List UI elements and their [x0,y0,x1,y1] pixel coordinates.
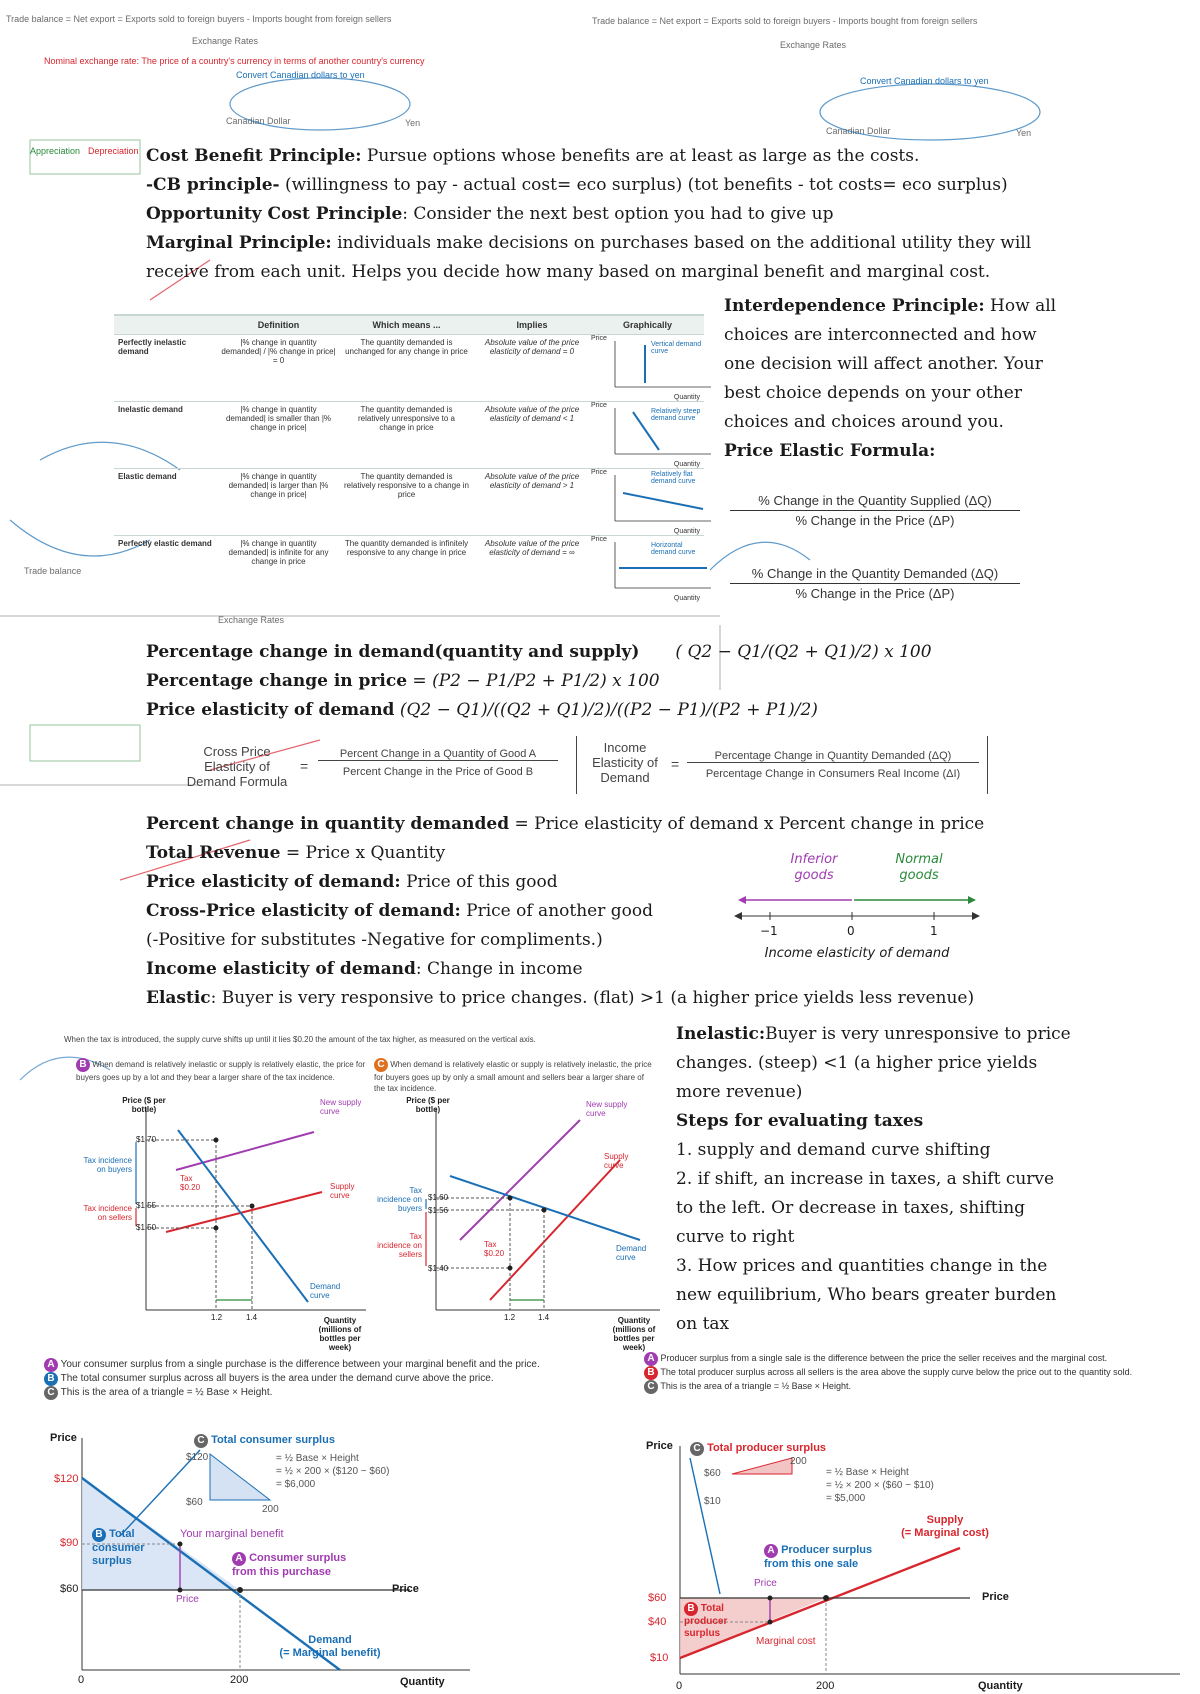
table-cell-implies: Absolute value of the price elasticity of demand = 0 [473,335,591,402]
table-cell-definition: |% change in quantity demanded| / |% change in price| = 0 [217,335,340,402]
right-supply-label: Supply curve [604,1152,629,1170]
pct-demand-formula: ( Q2 − Q1/(Q2 + Q1)/2) x 100 [675,642,932,662]
ps-supply-label [890,1514,1000,1540]
cs-note-c [44,1386,634,1400]
right-eq-new [508,1196,513,1201]
table-header-cell: Graphically [622,320,673,330]
cs-note-a-text: Your consumer surplus from a single purchase is the difference between your marginal benefit and the price. [60,1359,540,1370]
ps-price-point [768,1596,773,1601]
normal-arrowhead [968,896,976,904]
left-new-supply-line [176,1132,314,1170]
tax-right-caption-text: When demand is relatively elastic or supply is relatively inelastic, the price for buyers goes up by only a small amount and sellers bear a larger share of the tax incidence. [374,1060,652,1093]
interdependence-block [724,292,1069,466]
table-cell-graph [591,335,704,402]
cross-formula-eq: = [300,758,309,774]
table-cell-means: The quantity demanded is unchanged for any change in price [340,335,473,402]
ps-y60: $60 [648,1592,667,1604]
bg-nominal-def: Nominal exchange rate: The price of a country's currency in terms of another country's currency [44,56,425,66]
principles-block [146,142,1076,287]
table-row [114,402,704,469]
income-formula-eq: = [671,756,680,772]
supply-elastic-formula [730,493,1020,528]
left-p170: $1.70 [136,1135,157,1144]
right-new-supply-label: New supply curve [586,1100,628,1118]
ps-title [690,1442,826,1456]
mini-axis-price: Price [591,402,607,409]
right-quantity-label: Quantity (millions of bottles per week) [612,1316,656,1352]
ps-y40: $40 [648,1616,667,1628]
cs-price-line-label: Price [392,1583,419,1595]
bg-exchange-rates-2: Exchange Rates [780,40,847,50]
ps-inset-triangle [732,1458,792,1474]
bg-exchange-rates-3: Exchange Rates [218,615,285,625]
interdependence-text: How all choices are interconnected and how one decision will affect another. Your best choice depends on your other choices and choices around you. [724,296,1057,432]
elastic-label: Elastic [146,988,211,1008]
bg-convert-cad-2: Convert Canadian dollars to yen [860,76,989,86]
right-eq-seller [508,1266,513,1271]
opportunity-label: Opportunity Cost Principle [146,204,403,224]
left-quantity-label: Quantity (millions of bottles per week) [318,1316,362,1352]
mini-axis-quantity: Quantity [673,461,700,468]
pct-price-label: Percentage change in price [146,671,408,691]
marker-a-icon: A [44,1358,58,1372]
ps-calc-line1: = ½ Base × Height [826,1467,909,1478]
pct-qd-label: Percent change in quantity demanded [146,814,510,834]
left-price-axis-label: Price ($ per bottle) [122,1096,166,1114]
right-tax-buyers-label: Tax incidence on buyers [377,1186,422,1213]
cs-price-point [178,1588,183,1593]
right-p160: $1.60 [428,1193,449,1202]
ps-price-axis: Price [646,1440,673,1452]
cs-calc-line3: = $6,000 [276,1479,316,1490]
right-q12: 1.2 [504,1313,516,1322]
cs-demand-label-sub: (= Marginal benefit) [279,1647,381,1659]
ps-calc-block [826,1466,934,1505]
cs-calc-line1: = ½ Base × Height [276,1453,359,1464]
table-header-cell: Definition [257,320,300,330]
cs-demand-label-main: Demand [308,1634,352,1646]
cs-x200: 200 [230,1674,249,1686]
cost-benefit-line [146,142,1076,171]
ped-def-text: Price of this good [400,872,558,892]
table-cell-means: The quantity demanded is relatively responsive to a change in price [340,469,473,536]
normal-goods-label: Normal goods [895,852,943,883]
income-axis-caption: Income elasticity of demand [764,946,950,961]
left-demand-line [178,1130,308,1302]
bg-exchange-rates-1: Exchange Rates [192,36,259,46]
opportunity-line [146,200,1076,229]
axis-arrow-left [734,912,742,920]
inelastic-text: Buyer is very unresponsive to price changes. (steep) <1 (a higher price yields more revenue) [676,1024,1071,1102]
marker-c-icon: C [194,1434,208,1448]
tax-right-caption [374,1058,654,1094]
ps-total-label [684,1602,744,1640]
table-cell-implies: Absolute value of the price elasticity of demand > 1 [473,469,591,536]
table-cell-graph [591,469,704,536]
table-header-cell: Implies [516,320,548,330]
income-def-text: : Change in income [415,959,583,979]
ps-calc-line3: = $5,000 [826,1493,866,1504]
cs-total-label-text: Total consumer surplus [92,1528,145,1567]
cost-benefit-label: Cost Benefit Principle: [146,146,362,166]
marker-a-icon: A [764,1544,778,1558]
cost-benefit-text: Pursue options whose benefits are at least as large as the costs. [361,146,920,166]
tr-label: Total Revenue [146,843,281,863]
marker-c-icon: C [44,1386,58,1400]
table-cell-name: Perfectly elastic demand [114,536,217,603]
table-cell-implies: Absolute value of the price elasticity of demand = ∞ [473,536,591,603]
bg-ellipse-left [230,78,410,130]
ps-supply-label-main: Supply [926,1514,964,1526]
mini-axis-price: Price [591,335,607,342]
percent-formulas-block [146,638,1046,725]
table-cell-implies: Absolute value of the price elasticity of demand < 1 [473,402,591,469]
marker-b-icon: B [684,1602,698,1616]
ps-calc-line2: = ½ × 200 × ($60 − $10) [826,1480,934,1491]
cb-label: -CB principle- [146,175,280,195]
right-p156: $1.56 [428,1206,449,1215]
left-tax-sellers-label: Tax incidence on sellers [83,1204,132,1222]
mini-graph-label: Relatively steep demand curve [651,408,701,422]
left-demand-label: Demand curve [310,1282,341,1300]
cross-price-formula [182,744,562,794]
cs-calc-line2: = ½ × 200 × ($120 − $60) [276,1466,390,1477]
ps-eq-point [823,1595,829,1601]
cs-calc-60: $60 [186,1497,203,1508]
marker-c-icon: C [374,1058,388,1072]
cs-x0: 0 [78,1674,85,1686]
bg-appreciation: Appreciation [30,146,81,156]
cs-price-axis: Price [50,1432,77,1444]
marker-a-icon: A [644,1352,658,1366]
bg-trade-balance: Trade balance [24,566,82,576]
ps-mc-point [768,1620,773,1625]
demand-formula-den: % Change in the Price (ΔP) [795,586,955,601]
right-column-block [676,1020,1072,1339]
ps-calc-60: $60 [704,1468,721,1479]
cs-mb-point [178,1542,183,1547]
cs-note-b [44,1372,634,1386]
cross-def-label: Cross-Price elasticity of demand: [146,901,461,921]
cs-y60: $60 [60,1583,79,1595]
income-formula-label: Income Elasticity of Demand [592,740,658,785]
cs-calc-block [276,1452,389,1491]
ps-sale-label-text: Producer surplus from this one sale [764,1544,873,1570]
table-cell-name: Elastic demand [114,469,217,536]
bg-canadian-dollar-2: Canadian Dollar [826,126,891,136]
cs-notes [44,1358,634,1400]
marker-b-icon: B [92,1528,106,1542]
bg-canadian-dollar: Canadian Dollar [226,116,291,126]
cb-line [146,171,1076,200]
ps-total-label-text: Total producer surplus [684,1603,728,1639]
cs-calc-top: $120 [186,1452,209,1463]
table-cell-definition: |% change in quantity demanded| is larger than |% change in price| [217,469,340,536]
table-cell-name: Inelastic demand [114,402,217,469]
marker-b-icon: B [644,1366,658,1380]
pct-qd-line [146,810,1046,839]
table-cell-definition: |% change in quantity demanded| is smaller than |% change in price| [217,402,340,469]
cs-price-small: Price [176,1594,199,1605]
left-p155: $1.55 [136,1201,157,1210]
ps-calc-10: $10 [704,1496,721,1507]
ps-note-b-text: The total producer surplus across all sellers is the area above the supply curve below the price out to the quantity sold. [660,1367,1133,1377]
table-cell-graph [591,536,704,603]
tr-text: = Price x Quantity [280,843,446,863]
tax-caption-top: When the tax is introduced, the supply curve shifts up until it lies $0.20 the amount of the tax higher, as measured on the vertical axis. [64,1035,536,1044]
marker-b-icon: B [44,1372,58,1386]
mini-graph-label: Horizontal demand curve [651,542,696,556]
tick-zero-label: 0 [847,924,855,938]
bg-box-left [30,140,140,174]
income-formula-num: Percentage Change in Quantity Demanded (ΔQ) [687,750,979,763]
demand-elastic-formula [730,566,1020,601]
bg-yen: Yen [405,118,421,128]
ps-x200: 200 [816,1680,835,1692]
right-q14: 1.4 [538,1313,550,1322]
bg-ellipse-right [820,84,1040,140]
inelastic-label: Inelastic: [676,1024,766,1044]
left-eq-old [250,1204,255,1209]
income-axis-graphic [734,852,980,972]
ps-note-c [644,1380,1180,1394]
ps-price-line-label: Price [982,1591,1009,1603]
elasticity-table [114,316,704,602]
cross-formula-den: Percent Change in the Price of Good B [342,766,534,778]
interdependence-label: Interdependence Principle: [724,296,985,316]
pct-demand-label: Percentage change in demand(quantity and supply) [146,642,640,662]
mini-axis-quantity: Quantity [673,595,700,602]
cross-note-line: (-Positive for substitutes -Negative for compliments.) [146,930,603,950]
mini-axis-quantity: Quantity [673,394,700,401]
price-elastic-formula-line [724,437,1069,466]
cs-quantity-axis: Quantity [400,1676,445,1688]
pct-demand-line [146,638,1046,667]
elastic-line [146,984,1046,1013]
left-eq-seller [214,1226,219,1231]
ps-note-b [644,1366,1180,1380]
ped-def-label: Price elasticity of demand: [146,872,401,892]
cs-purchase-label-text: Consumer surplus from this purchase [232,1552,347,1578]
ped-line [146,696,1046,725]
ps-calc-200: 200 [790,1456,807,1467]
mini-axis-quantity: Quantity [673,528,700,535]
bg-depreciation: Depreciation [88,146,139,156]
bg-box-left-2 [30,725,140,761]
ps-y10: $10 [650,1652,669,1664]
cs-title-text: Total consumer surplus [211,1434,335,1446]
elastic-text: : Buyer is very responsive to price changes. (flat) >1 (a higher price yields less revenue) [210,988,975,1008]
mini-axis-price: Price [591,536,607,543]
cs-eq-point [237,1587,243,1593]
ps-note-c-text: This is the area of a triangle = ½ Base × Height. [660,1381,851,1391]
pct-price-line [146,667,1046,696]
table-header-row [114,316,704,335]
table-header-cell [114,316,217,335]
right-tax-sellers-label: Tax incidence on sellers [377,1232,422,1259]
step-1: 1. supply and demand curve shifting [676,1140,991,1160]
bg-yen-2: Yen [1016,128,1032,138]
marker-c-icon: C [690,1442,704,1456]
table-cell-graph [591,402,704,469]
inelastic-line [676,1020,1072,1107]
marker-a-icon: A [232,1552,246,1566]
cs-inset-triangle [210,1454,270,1500]
bg-convert-cad: Convert Canadian dollars to yen [236,70,365,80]
cb-text: (willingness to pay - actual cost= eco surplus) (tot benefits - tot costs= eco surplus) [279,175,1008,195]
ped-formula: (Q2 − Q1)/((Q2 + Q1)/2)/((P2 − P1)/(P2 + P1)/2) [394,700,818,720]
cs-demand-label [270,1634,390,1660]
supply-formula-den: % Change in the Price (ΔP) [795,513,955,528]
table-cell-name: Perfectly inelastic demand [114,335,217,402]
right-tax-label: Tax $0.20 [484,1240,505,1258]
left-p150: $1.50 [136,1223,157,1232]
inferior-goods-label: Inferior goods [790,852,838,883]
cs-title [194,1434,335,1448]
bg-left-header: Trade balance = Net export = Exports sold to foreign buyers - Imports bought from foreign sellers [6,14,392,24]
left-supply-label: Supply curve [330,1182,355,1200]
supply-formula-num: % Change in the Quantity Supplied (ΔQ) [730,493,1020,511]
right-p140: $1.40 [428,1264,449,1273]
cs-y90: $90 [60,1537,79,1549]
ps-quantity-axis: Quantity [978,1680,1023,1692]
left-tax-label: Tax $0.20 [180,1174,201,1192]
step-2: 2. if shift, an increase in taxes, a shift curve to the left. Or decrease in taxes, shifting curve to right [676,1169,1055,1247]
step-3: 3. How prices and quantities change in the new equilibrium, Who bears greater burden on tax [676,1256,1057,1334]
marginal-label: Marginal Principle: [146,233,332,253]
cs-note-b-text: The total consumer surplus across all buyers is the area under the demand curve above the price. [60,1373,494,1384]
tax-graph-right [380,1100,670,1340]
table-cell-means: The quantity demanded is relatively unresponsive to a change in price [340,402,473,469]
ps-sale-label [764,1544,884,1571]
ps-supply-label-sub: (= Marginal cost) [901,1527,989,1539]
marker-b-icon: B [76,1058,90,1072]
cs-y120: $120 [54,1473,79,1485]
price-elastic-formula-label: Price Elastic Formula: [724,441,936,461]
cs-note-a [44,1358,634,1372]
mini-graph-label: Relatively flat demand curve [651,471,696,485]
pct-price-formula: = (P2 − P1/P2 + P1/2) x 100 [407,671,660,691]
right-price-axis-label: Price ($ per bottle) [406,1096,450,1114]
demand-formula-num: % Change in the Quantity Demanded (ΔQ) [730,566,1020,584]
left-q14: 1.4 [246,1313,258,1322]
cross-formula-label: Cross Price Elasticity of Demand Formula [186,744,288,789]
marker-c-icon: C [644,1380,658,1394]
income-elastic-formula [576,736,988,794]
opportunity-text: : Consider the next best option you had to give up [402,204,834,224]
marginal-line [146,229,1066,287]
steps-label [676,1107,1072,1136]
income-def-label: Income elasticity of demand [146,959,416,979]
elasticity-table-wrap [114,314,704,602]
ps-marginal-cost: Marginal cost [756,1636,816,1647]
income-formula-den: Percentage Change in Consumers Real Income (ΔI) [705,768,961,780]
table-row [114,335,704,402]
pct-qd-text: = Price elasticity of demand x Percent change in price [509,814,985,834]
tick-neg-label: −1 [760,924,778,938]
ped-label: Price elasticity of demand [146,700,395,720]
ps-notes [644,1352,1180,1394]
cs-note-c-text: This is the area of a triangle = ½ Base × Height. [60,1387,273,1398]
cs-marginal-benefit: Your marginal benefit [180,1528,284,1540]
mini-graph-label: Vertical demand curve [651,341,702,355]
left-supply-line [166,1192,322,1232]
ps-note-a-text: Producer surplus from a single sale is the difference between the price the seller receives and the marginal cost. [660,1353,1108,1363]
right-demand-label: Demand curve [616,1244,647,1262]
left-new-supply-label: New supply curve [320,1098,362,1116]
cs-total-label [92,1528,168,1568]
axis-arrow-right [972,912,980,920]
bg-right-header: Trade balance = Net export = Exports sold to foreign buyers - Imports bought from foreign sellers [592,16,978,26]
table-header-cell: Which means ... [372,320,441,330]
left-q12: 1.2 [211,1313,223,1322]
table-row [114,536,704,603]
table-cell-definition: |% change in quantity demanded| is infinite for any change in price [217,536,340,603]
ps-price-small: Price [754,1578,777,1589]
cross-formula-num: Percent Change in a Quantity of Good A [318,748,558,761]
tax-left-caption [76,1058,366,1083]
steps-label-text: Steps for evaluating taxes [676,1111,924,1131]
tick-pos-label: 1 [930,924,938,938]
cs-calc-200: 200 [262,1504,279,1515]
right-eq-old [542,1208,547,1213]
left-eq-new [214,1138,219,1143]
ps-title-text: Total producer surplus [707,1442,827,1454]
inferior-arrowhead [738,896,746,904]
tax-left-caption-text: When demand is relatively inelastic or supply is relatively elastic, the price for buyers goes up by a lot and they bear a larger share of the tax incidence. [76,1060,366,1082]
ps-note-a [644,1352,1180,1366]
table-row [114,469,704,536]
marginal-text: individuals make decisions on purchases based on the additional utility they will receive from each unit. Helps you decide how many based on marginal benefit and marginal cost. [146,233,1032,282]
table-cell-means: The quantity demanded is infinitely responsive to any change in price [340,536,473,603]
ps-x0: 0 [676,1680,683,1692]
cross-def-text: Price of another good [460,901,653,921]
cs-purchase-label [232,1552,372,1579]
left-tax-buyers-label: Tax incidence on buyers [83,1156,132,1174]
mini-axis-price: Price [591,469,607,476]
